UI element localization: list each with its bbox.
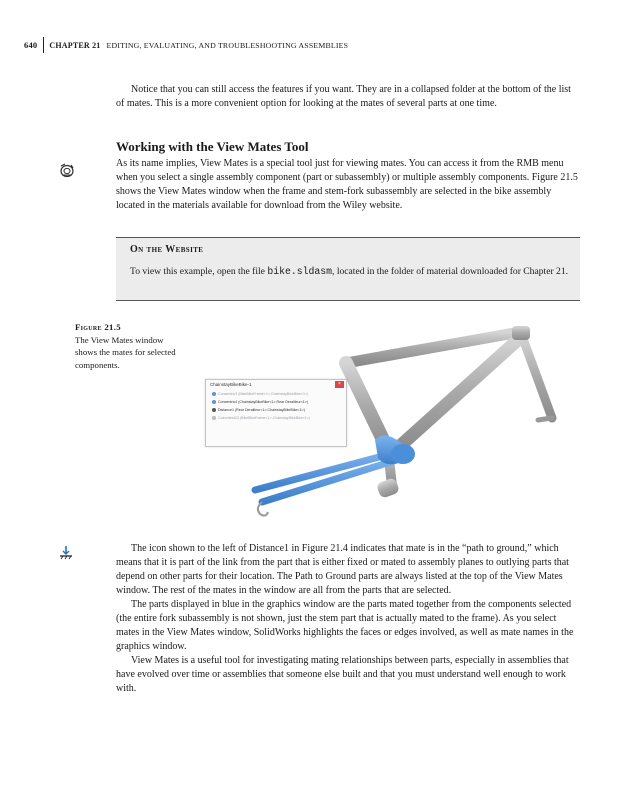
figure-label: Figure 21.5 (75, 322, 121, 332)
body-text (116, 542, 579, 696)
body-paragraph-1: The icon shown to the left of Distance1 in Figure 21.4 indicates that mate is in the “path to ground,” which means that it is part of the link from the part that is either fixed or mated to assembly planes to outlying parts that depend on other parts for their location. The Path to Ground parts are always listed at the top of the View Mates window. The rest of the mates in the window are all from the parts that are selected. (116, 543, 569, 596)
chapter-title: EDITING, EVALUATING, AND TROUBLESHOOTING ASSEMBLIES (106, 40, 349, 50)
note-filename: bike.sldasm (267, 266, 333, 277)
fork-stem (391, 444, 415, 464)
website-note (116, 237, 580, 301)
view-mates-title: ChainstayBikeBike-1 (210, 382, 252, 387)
view-mates-window (205, 379, 347, 447)
page-number: 640 (24, 40, 38, 50)
figure-caption (75, 321, 185, 371)
frame-seat-stay (522, 336, 552, 418)
chapter-label: CHAPTER 21 (49, 40, 101, 50)
close-icon[interactable]: × (335, 381, 344, 388)
section-heading: Working with the View Mates Tool (116, 139, 309, 154)
note-text-after: , located in the folder of material downloaded for Chapter 21. (332, 266, 569, 277)
note-title: On the Website (130, 244, 204, 255)
mate-row[interactable]: Coincident23 (BikeBikeFrame<1>,ChainstayBikeBike<1>) (212, 416, 310, 420)
frame-bottom-bracket (376, 477, 400, 499)
note-text (130, 265, 570, 279)
intro-block (116, 83, 579, 111)
section-body (116, 157, 579, 213)
section-paragraph: As its name implies, View Mates is a special tool just for viewing mates. You can access it from the RMB menu when you select a single assembly component (part or subassembly) or multiple assembly components. Figure 21.5 shows the View Mates window when the frame and stem-fork subassembly are selected in the bike assembly located in the materials available for download from the Wiley website. (116, 158, 578, 211)
path-to-ground-icon (58, 545, 74, 561)
body-paragraph-3: View Mates is a useful tool for investigating mating relationships between parts, especially in assemblies that have evolved over time or assemblies that someone else built and that you must understand well enough to work with. (116, 655, 569, 694)
coincident-icon (212, 416, 216, 420)
distance-icon (212, 408, 216, 412)
intro-paragraph: Notice that you can still access the features if you want. They are in a collapsed folder at the bottom of the list of mates. This is a more convenient option for looking at the mates of several parts at one time. (116, 84, 571, 109)
figure-caption-text: The View Mates window shows the mates for selected components. (75, 334, 176, 370)
concentric-icon (212, 400, 216, 404)
mate-row[interactable]: Concentric4 (ChainstayBikeBike<1>,Rear Derailleur<1>) (212, 400, 308, 404)
concentric-icon (212, 392, 216, 396)
running-header (24, 37, 348, 53)
rmb-mouse-icon (58, 162, 76, 178)
frame-seat-cluster (512, 326, 530, 340)
header-divider (43, 37, 44, 53)
body-paragraph-2: The parts displayed in blue in the graphics window are the parts mated together from the components selected (the entire fork subassembly is not shown, just the stem part that is actually mated to the frame). As you select mates in the View Mates window, SolidWorks highlights the faces or edges involved, as well as mate names in the graphics window. (116, 599, 574, 652)
mate-row[interactable]: Distance1 (Rear Derailleur<1>,ChainstayBikeBike<1>) (212, 408, 305, 412)
mate-row[interactable]: Concentric3 (BikeBikeFrame<1>,ChainstayBikeBike<1>) (212, 392, 308, 396)
note-text-before: To view this example, open the file (130, 266, 268, 277)
